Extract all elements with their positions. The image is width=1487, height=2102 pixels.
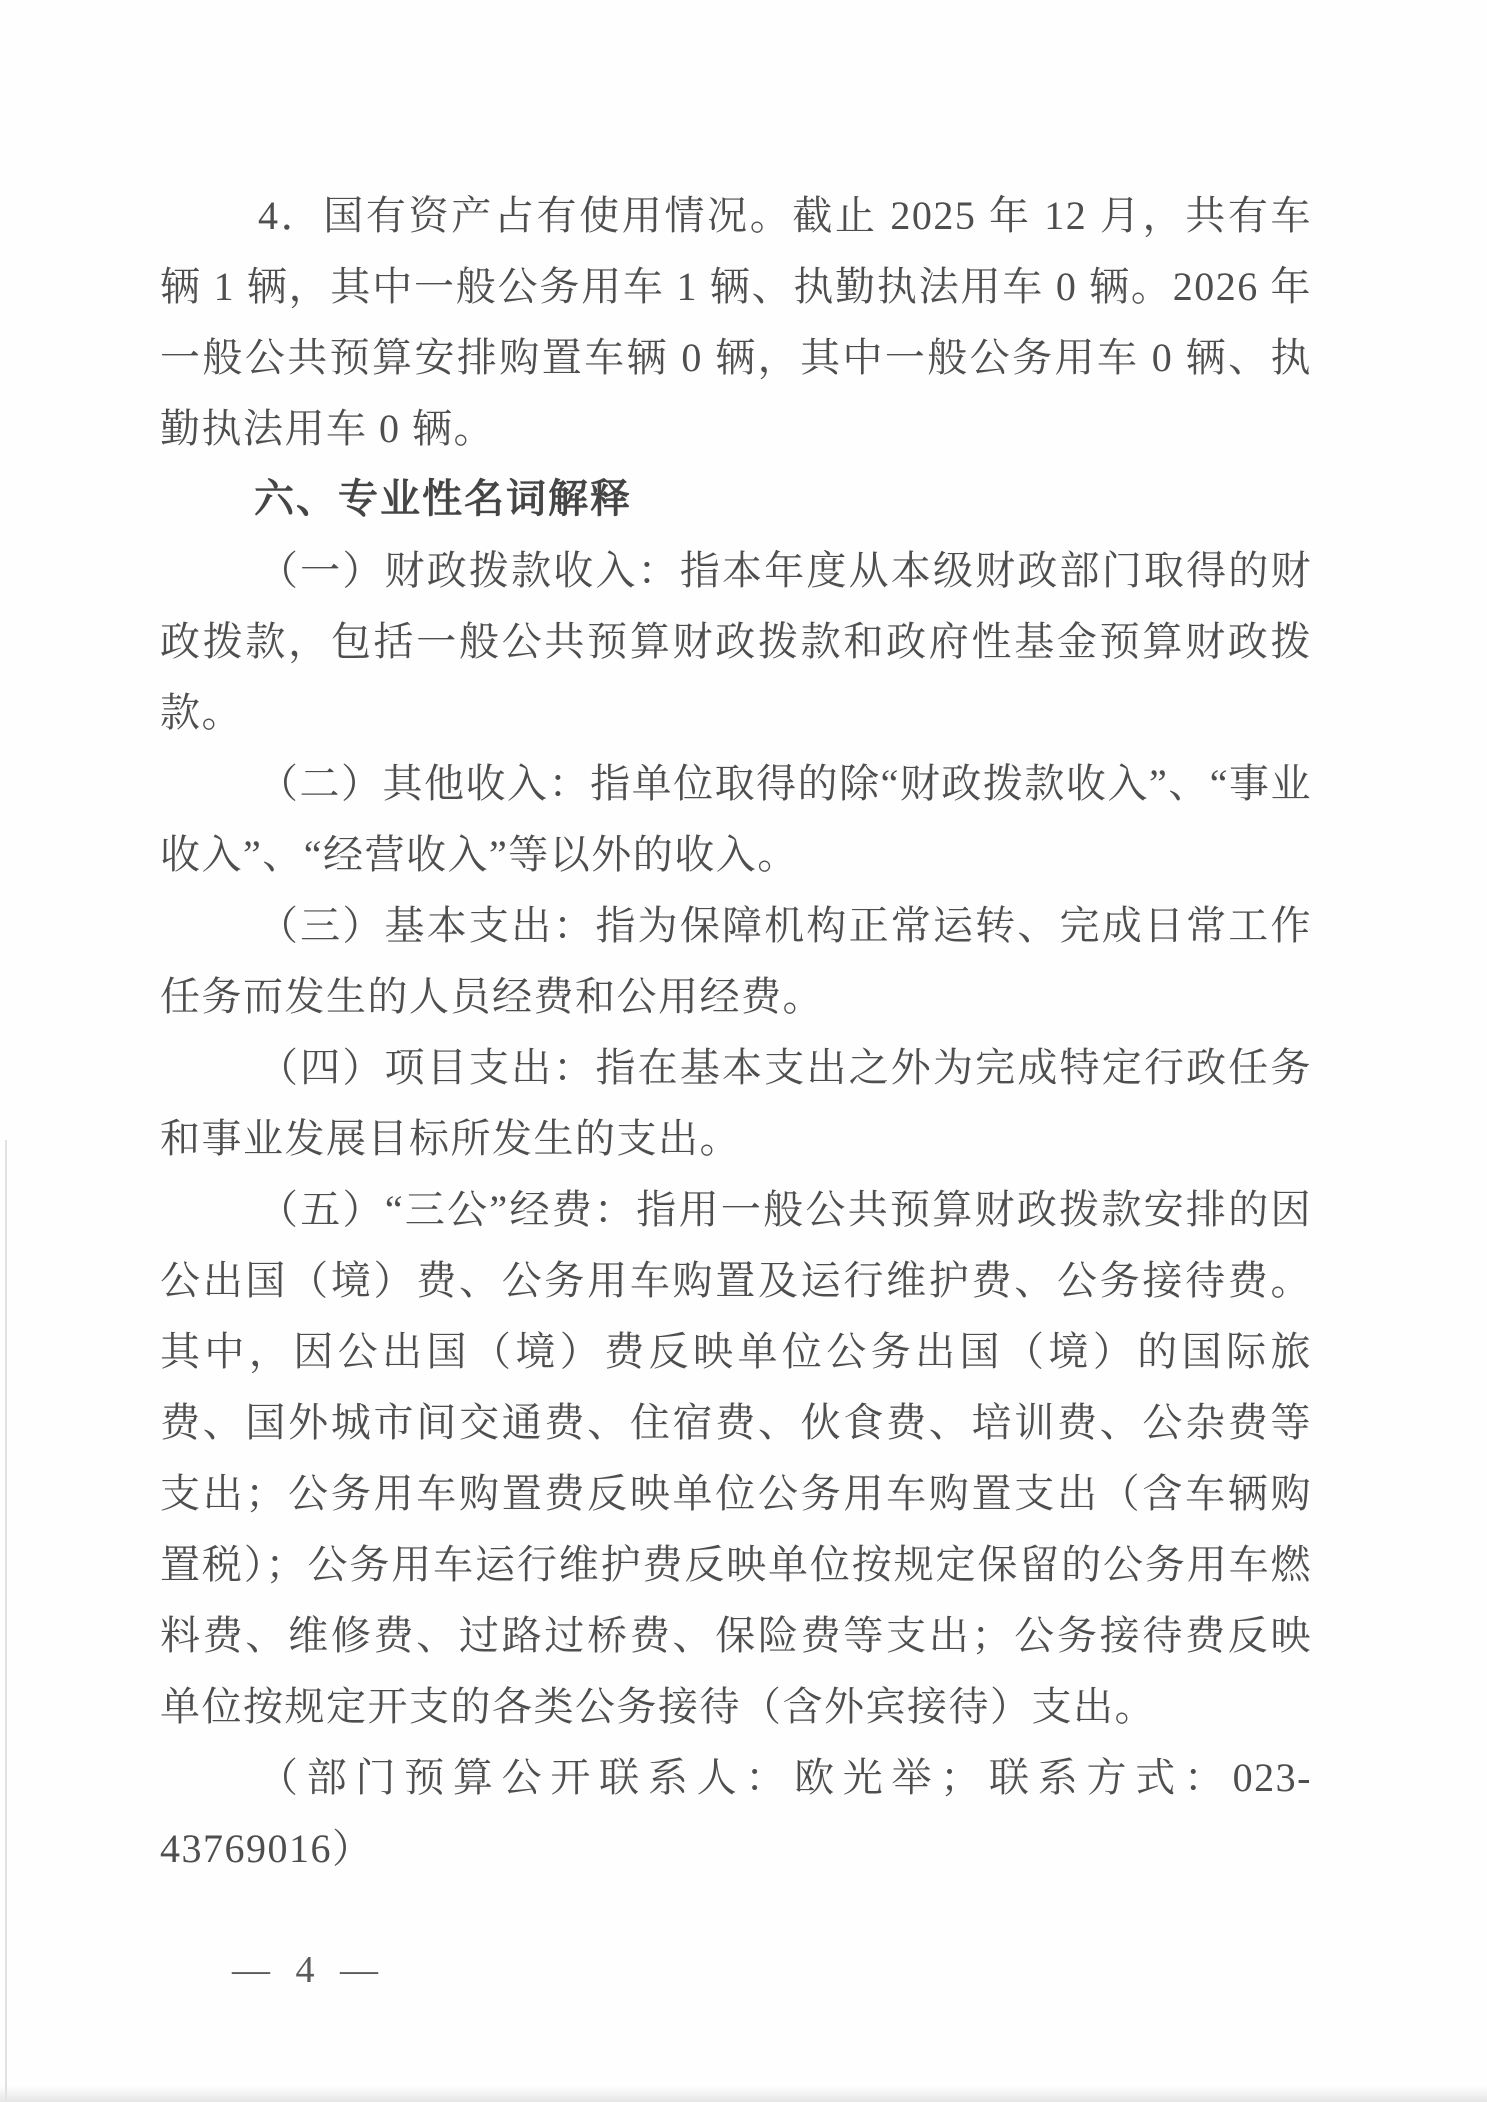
paragraph-term-three-public-funds: （五）“三公”经费：指用一般公共预算财政拨款安排的因公出国（境）费、公务用车购置及运行维护费、公务接待费。其中，因公出国（境）费反映单位公务出国（境）的国际旅费、国外城市间交通费、住宿费、伙食费、培训费、公杂费等支出；公务用车购置费反映单位公务用车购置支出（含车辆购置税）；公务用车运行维护费反映单位按规定保留的公务用车燃料费、维修费、过路过桥费、保险费等支出；公务接待费反映单位按规定开支的各类公务接待（含外宾接待）支出。 [160, 1187, 1312, 1729]
page-number: — 4 — [232, 1949, 386, 1991]
paragraph-contact-info: （部门预算公开联系人：欧光举；联系方式：023-43769016） [160, 1755, 1312, 1871]
section-heading-terminology: 六、专业性名词解释 [254, 477, 632, 521]
paragraph-term-other-income: （二）其他收入：指单位取得的除“财政拨款收入”、“事业收入”、“经营收入”等以外的收入。 [160, 761, 1312, 877]
scan-artifact-left-edge-line [5, 1140, 7, 2102]
paragraph-state-assets-usage: 4．国有资产占有使用情况。截止 2025 年 12 月，共有车辆 1 辆，其中一般公务用车 1 辆、执勤执法用车 0 辆。2026 年一般公共预算安排购置车辆 0 辆，其中一般公务用车 0 辆、执勤执法用车 0 辆。 [160, 193, 1312, 451]
scan-artifact-bottom-shadow [0, 2086, 1487, 2102]
paragraph-term-project-expenditure: （四）项目支出：指在基本支出之外为完成特定行政任务和事业发展目标所发生的支出。 [160, 1045, 1312, 1161]
paragraph-term-fiscal-appropriation-income: （一）财政拨款收入：指本年度从本级财政部门取得的财政拨款，包括一般公共预算财政拨款和政府性基金预算财政拨款。 [160, 548, 1312, 735]
document-body [160, 180, 1312, 1884]
paragraph-term-basic-expenditure: （三）基本支出：指为保障机构正常运转、完成日常工作任务而发生的人员经费和公用经费。 [160, 903, 1312, 1019]
